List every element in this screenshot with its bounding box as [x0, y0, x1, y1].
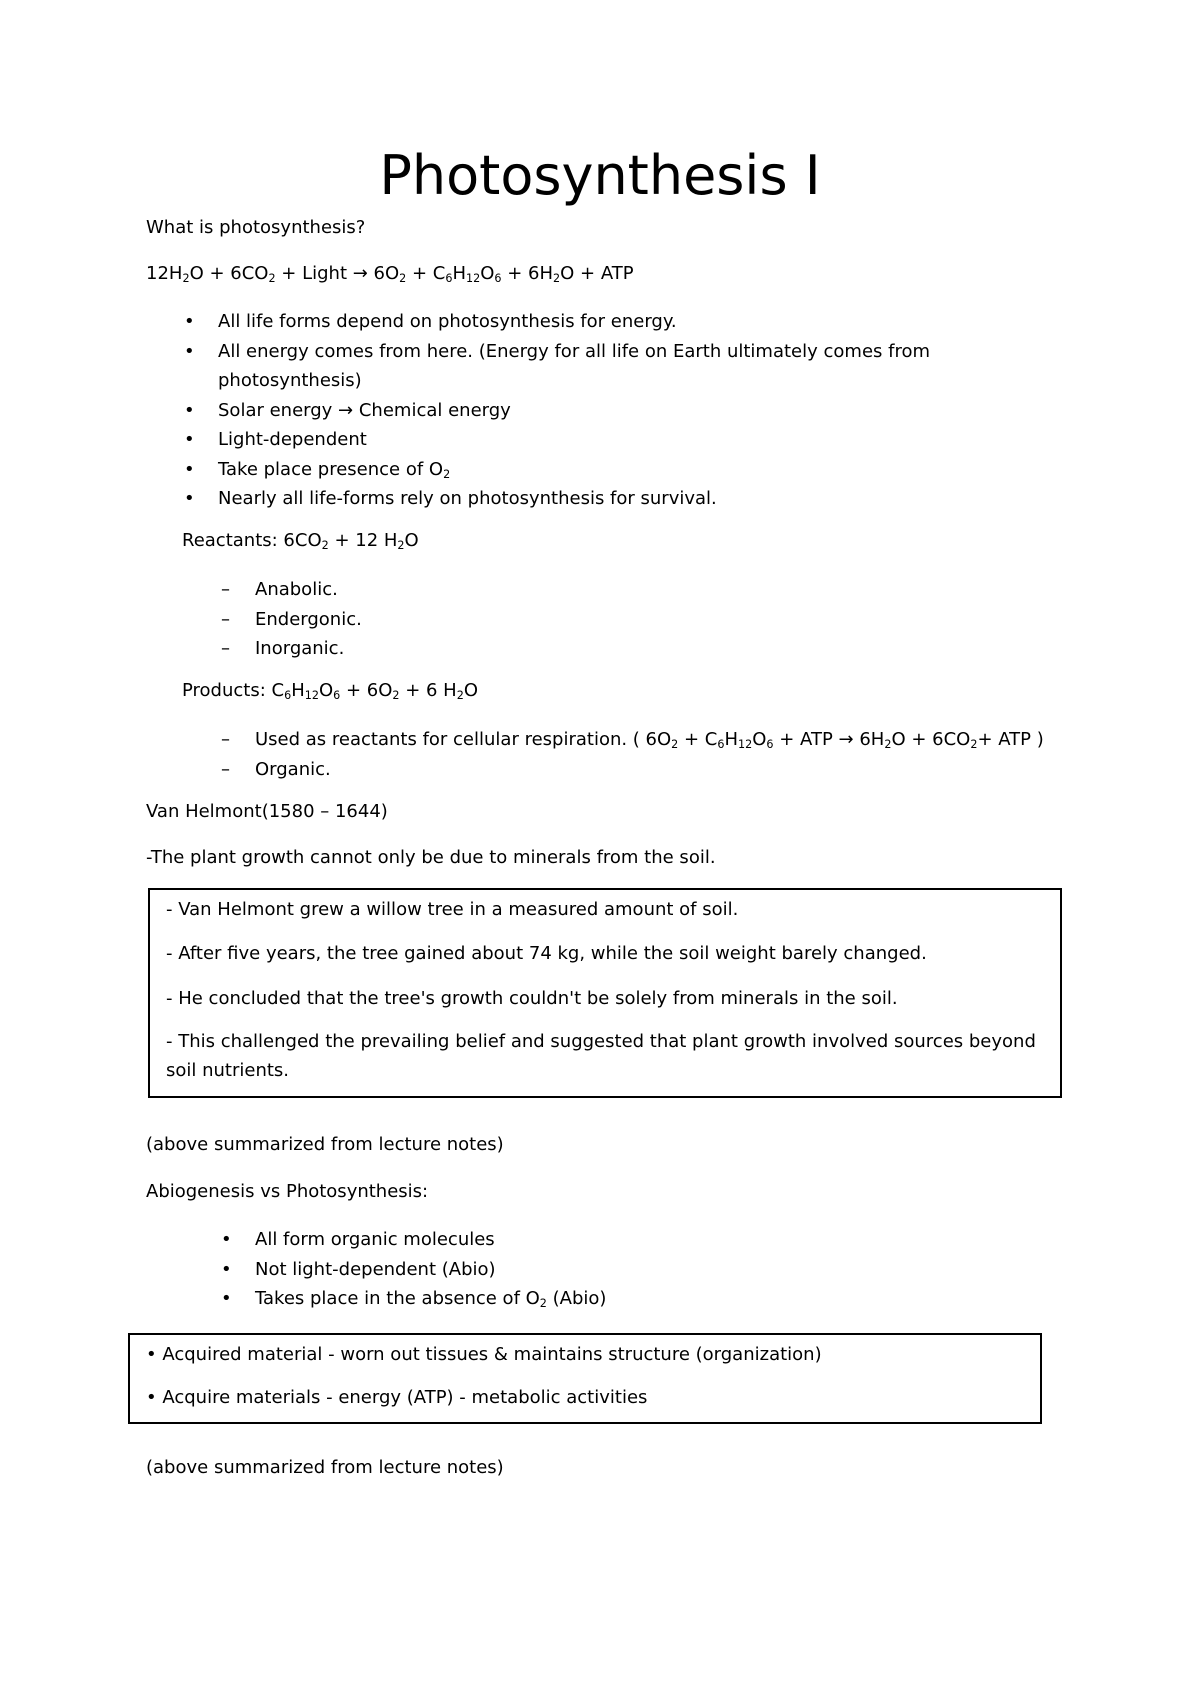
bullet-icon: • — [221, 1258, 232, 1280]
van-helmont-claim: -The plant growth cannot only be due to minerals from the soil. — [146, 847, 716, 868]
facts-list — [184, 307, 931, 514]
bullet-icon: • — [184, 311, 195, 332]
reactants-list — [221, 575, 362, 664]
list-item: • Takes place in the absence of $O_2$ (Abio) — [255, 1284, 606, 1314]
bullet-icon: • — [184, 458, 195, 480]
dash-icon: – — [221, 759, 230, 780]
bullet-icon: • — [221, 1229, 232, 1250]
bullet-icon: • — [184, 429, 195, 450]
summary-line: - Van Helmont grew a willow tree in a measured amount of soil. — [166, 899, 739, 920]
reactants-heading: Reactants: $6CO_2 + 12$ $H_2O$ — [182, 530, 419, 552]
materials-summary-box — [128, 1333, 1042, 1424]
list-item: – Anabolic. — [255, 575, 362, 605]
bullet-icon: • — [184, 340, 195, 362]
dash-icon: – — [221, 638, 230, 659]
source-note: (above summarized from lecture notes) — [146, 1134, 504, 1155]
source-note: (above summarized from lecture notes) — [146, 1457, 504, 1478]
van-helmont-summary-box — [148, 888, 1062, 1098]
list-item: • Light-dependent — [218, 425, 930, 455]
bullet-icon: • — [184, 488, 195, 509]
intro-question: What is photosynthesis? — [146, 217, 366, 238]
products-heading: Products: $C_6H_{12}O_6 + 6O_2 + 6$ $H_2O$ — [182, 680, 478, 702]
list-item: • Not light-dependent (Abio) — [255, 1255, 606, 1285]
list-item: • Take place presence of $O_2$ — [218, 455, 930, 485]
summary-line: • Acquired material - worn out tissues & maintains structure (organization) — [146, 1344, 822, 1365]
van-helmont-heading: Van Helmont(1580 – 1644) — [146, 801, 388, 822]
bullet-icon: • — [221, 1288, 232, 1309]
dash-icon: – — [221, 608, 230, 630]
list-item: – Inorganic. — [255, 634, 362, 664]
list-item: • All life forms depend on photosynthesis for energy. — [218, 307, 930, 337]
arrow-icon: → — [338, 399, 354, 421]
list-item: • Nearly all life-forms rely on photosynthesis for survival. — [218, 484, 930, 514]
list-item: – Used as reactants for cellular respiration. ( $6O_2 + C_6H_{12}O_6$ + ATP → $6H_2O + 6CO_2+$ ATP ) — [255, 725, 1044, 755]
page-title: Photosynthesis I — [379, 144, 821, 207]
bullet-icon: • — [184, 399, 195, 421]
list-item: • All form organic molecules — [255, 1225, 606, 1255]
abiogenesis-list — [221, 1225, 607, 1314]
list-item: – Organic. — [255, 755, 1044, 785]
products-list — [221, 725, 1044, 785]
arrow-icon: → — [352, 263, 368, 284]
arrow-icon: → — [838, 729, 854, 750]
photosynthesis-equation: $12H_2O + 6CO_2$ + Light → $6O_2 + C_6H_{12}O_6 + 6H_2O$ + ATP — [146, 263, 634, 285]
list-item: • All energy comes from here. (Energy for all life on Earth ultimately comes from photosynthesis) — [218, 337, 930, 396]
summary-line: - After five years, the tree gained about 74 kg, while the soil weight barely changed. — [166, 943, 927, 965]
summary-line: - He concluded that the tree's growth couldn't be solely from minerals in the soil. — [166, 987, 898, 1009]
dash-icon: – — [221, 729, 230, 750]
summary-line: - This challenged the prevailing belief and suggested that plant growth involved sources beyond soil nutrients. — [166, 1031, 1036, 1082]
abiogenesis-heading: Abiogenesis vs Photosynthesis: — [146, 1181, 429, 1202]
summary-line: • Acquire materials - energy (ATP) - metabolic activities — [146, 1387, 648, 1409]
dash-icon: – — [221, 579, 230, 600]
list-item: – Endergonic. — [255, 605, 362, 635]
list-item: • Solar energy → Chemical energy — [218, 396, 930, 426]
